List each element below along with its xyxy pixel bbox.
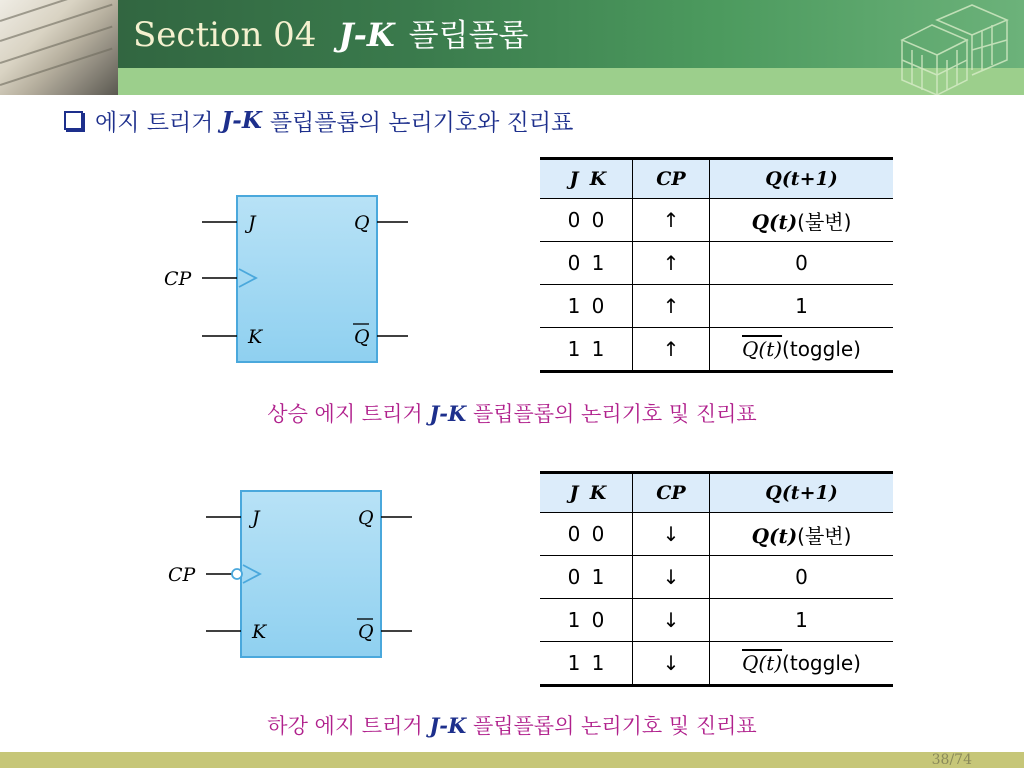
table-header-row <box>540 159 893 199</box>
header-jk: J K <box>540 473 633 513</box>
jk-cell: 1 1 <box>540 642 633 686</box>
rising-edge-caption: 상승 에지 트리거 J-K 플립플롭의 논리기호 및 진리표 <box>267 401 757 426</box>
pin-j-label: J <box>248 212 256 234</box>
falling-edge-caption: 하강 에지 트리거 J-K 플립플롭의 논리기호 및 진리표 <box>267 713 757 738</box>
jk-cell: 1 0 <box>540 599 633 642</box>
bullet-jk: J-K <box>221 107 262 134</box>
falling-edge-flipflop-symbol <box>160 485 420 665</box>
next-state-cell: 1 <box>710 599 894 642</box>
header-photo-image <box>0 0 118 95</box>
section-label: Section 04 <box>133 15 317 55</box>
table-row <box>540 199 893 242</box>
cp-cell: ↓ <box>633 556 710 599</box>
checkbox-bullet-icon <box>64 111 83 130</box>
next-state-cell: 1 <box>710 285 894 328</box>
rising-edge-flipflop-symbol <box>160 190 420 370</box>
table-row <box>540 599 893 642</box>
pin-j-label: J <box>252 507 260 529</box>
bullet-text-prefix: 에지 트리거 <box>95 110 214 136</box>
next-state-cell: 0 <box>710 242 894 285</box>
next-state-cell: Q(t)(불변) <box>710 513 894 556</box>
table-row <box>540 642 893 686</box>
header-subbar <box>118 68 1024 95</box>
next-state-cell: Q(t)(toggle) <box>710 642 894 686</box>
jk-cell: 0 0 <box>540 199 633 242</box>
header-cp: CP <box>633 473 710 513</box>
jk-cell: 1 1 <box>540 328 633 372</box>
inversion-bubble-icon <box>232 569 242 579</box>
cp-cell: ↓ <box>633 513 710 556</box>
pin-k-label: K <box>252 621 267 643</box>
jk-cell: 0 0 <box>540 513 633 556</box>
title-jk: J-K <box>338 16 395 54</box>
cp-cell: ↓ <box>633 599 710 642</box>
clock-label: CP <box>168 564 196 586</box>
footer-bar <box>0 752 1024 768</box>
pin-q-label: Q <box>358 507 374 529</box>
bullet-heading <box>64 104 573 137</box>
jk-cell: 0 1 <box>540 242 633 285</box>
header-jk: J K <box>540 159 633 199</box>
pin-k-label: K <box>248 326 263 348</box>
header-cp: CP <box>633 159 710 199</box>
cp-cell: ↑ <box>633 328 710 372</box>
jk-cell: 0 1 <box>540 556 633 599</box>
table-row <box>540 513 893 556</box>
rising-edge-truth-table <box>540 157 893 373</box>
table-row <box>540 285 893 328</box>
bullet-text-suffix: 플립플롭의 논리기호와 진리표 <box>269 110 574 136</box>
next-state-cell: Q(t)(불변) <box>710 199 894 242</box>
cp-cell: ↑ <box>633 242 710 285</box>
pin-qbar-label: Q <box>354 326 370 348</box>
jk-cell: 1 0 <box>540 285 633 328</box>
title-korean: 플립플롭 <box>408 18 529 54</box>
falling-edge-truth-table <box>540 471 893 687</box>
table-header-row <box>540 473 893 513</box>
page-title <box>133 10 528 58</box>
pin-q-label: Q <box>354 212 370 234</box>
cp-cell: ↑ <box>633 285 710 328</box>
pin-qbar-label: Q <box>358 621 374 643</box>
table-row <box>540 328 893 372</box>
page-number: 38/74 <box>931 752 972 768</box>
header-next-state: Q(t+1) <box>710 159 894 199</box>
table-row <box>540 242 893 285</box>
cp-cell: ↓ <box>633 642 710 686</box>
header-next-state: Q(t+1) <box>710 473 894 513</box>
next-state-cell: 0 <box>710 556 894 599</box>
next-state-cell: Q(t)(toggle) <box>710 328 894 372</box>
building-blocks-decoration <box>892 0 1024 95</box>
cp-cell: ↑ <box>633 199 710 242</box>
table-row <box>540 556 893 599</box>
clock-label: CP <box>164 268 192 290</box>
